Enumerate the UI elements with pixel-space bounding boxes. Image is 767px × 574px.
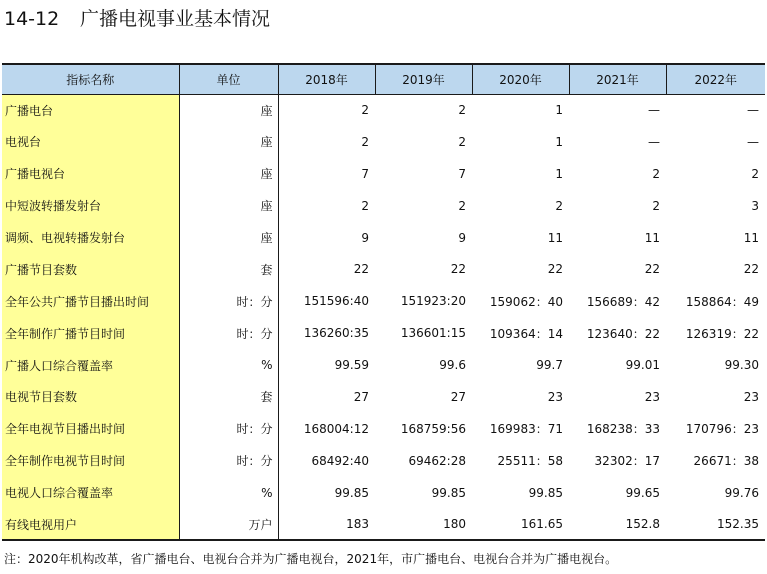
value-cell: 32302：17 [594,454,660,469]
unit-cell: 时：分 [179,445,278,477]
value-cell: 27 [353,389,369,404]
value-cell: 25511：58 [497,454,563,469]
table-row [2,349,765,381]
value-cell: 23 [547,389,563,404]
value-cell: 22 [743,262,759,277]
value-cell: 99.01 [625,358,660,373]
value-cell: 152.8 [569,509,666,541]
value-cell: 22 [450,262,466,277]
column-header: 2018年 [278,64,375,94]
value-cell: 183 [278,509,375,541]
table-title-text: 广播电视事业基本情况 [80,8,271,30]
indicator-name-cell: 全年公共广播节目播出时间 [2,285,179,317]
value-cell: 123640：22 [586,326,660,341]
value-cell: 152.35 [666,509,765,541]
value-cell: — [747,103,759,118]
value-cell: 1 [555,134,563,149]
value-cell: 99.65 [625,485,660,500]
value-cell: 151596:40 [303,294,369,309]
value-cell: 99.59 [334,358,369,373]
value-cell: 11 [743,230,759,245]
value-cell: 99.6 [439,358,466,373]
value-cell: 7 [361,166,369,181]
unit-cell: 座 [179,190,278,222]
table-row [2,445,765,477]
unit-cell: 时：分 [179,413,278,445]
value-cell: 26671：38 [693,454,759,469]
value-cell: 109364：14 [489,326,563,341]
unit-cell: 座 [179,222,278,254]
value-cell: — [648,134,660,149]
value-cell: 99.76 [724,485,759,500]
value-cell: 99.30 [724,358,759,373]
value-cell: 2 [361,103,369,118]
table-row [2,190,765,222]
value-cell: 170796：23 [685,422,759,437]
broadcast-statistics-table [2,63,765,541]
value-cell: 7 [458,166,466,181]
value-cell: 158864：49 [685,294,759,309]
value-cell: 1 [555,103,563,118]
value-cell: 2 [361,134,369,149]
value-cell: 1 [555,166,563,181]
value-cell: 151923:20 [400,294,466,309]
value-cell: 2 [652,166,660,181]
footnote: 注：2020年机构改革，省广播电台、电视台合并为广播电视台，2021年，市广播电台、电视台合并为广播电视台。 [4,552,618,566]
indicator-name-cell: 中短波转播发射台 [2,190,179,222]
value-cell: 9 [458,230,466,245]
table-row [2,158,765,190]
column-header: 2020年 [472,64,569,94]
indicator-name-cell: 电视台 [2,126,179,158]
table-row [2,285,765,317]
value-cell: 11 [547,230,563,245]
indicator-name-cell: 电视节目套数 [2,381,179,413]
value-cell: 159062：40 [489,294,563,309]
indicator-name-cell: 广播节目套数 [2,253,179,285]
value-cell: — [747,134,759,149]
indicator-name-cell: 全年电视节目播出时间 [2,413,179,445]
value-cell: 161.65 [472,509,569,541]
value-cell: 126319：22 [685,326,759,341]
column-header: 指标名称 [2,64,179,94]
column-header: 2022年 [666,64,765,94]
unit-cell: 万户 [179,509,278,541]
unit-cell: % [179,349,278,381]
table-row [2,253,765,285]
table-row [2,222,765,254]
unit-cell: 时：分 [179,285,278,317]
value-cell: 136260:35 [303,326,369,341]
column-header: 单位 [179,64,278,94]
unit-cell: 座 [179,94,278,126]
value-cell: 2 [361,198,369,213]
indicator-name-cell: 全年制作电视节目时间 [2,445,179,477]
indicator-name-cell: 广播电视台 [2,158,179,190]
indicator-name-cell: 调频、电视转播发射台 [2,222,179,254]
value-cell: 2 [458,103,466,118]
indicator-name-cell: 广播人口综合覆盖率 [2,349,179,381]
value-cell: 156689：42 [586,294,660,309]
value-cell: 2 [652,198,660,213]
table-row [2,94,765,126]
value-cell: 22 [353,262,369,277]
indicator-name-cell: 广播电台 [2,94,179,126]
value-cell: 3 [751,198,759,213]
value-cell: 99.85 [334,485,369,500]
column-header: 2021年 [569,64,666,94]
unit-cell: 时：分 [179,317,278,349]
value-cell: 27 [450,389,466,404]
value-cell: — [648,103,660,118]
value-cell: 22 [644,262,660,277]
table-body [2,94,765,540]
value-cell: 2 [555,198,563,213]
indicator-name-cell: 全年制作广播节目时间 [2,317,179,349]
value-cell: 99.7 [536,358,563,373]
table-row [2,509,765,541]
column-header: 2019年 [375,64,472,94]
unit-cell: % [179,477,278,509]
value-cell: 99.85 [431,485,466,500]
indicator-name-cell: 电视人口综合覆盖率 [2,477,179,509]
value-cell: 180 [375,509,472,541]
value-cell: 68492:40 [311,453,369,468]
value-cell: 168759:56 [400,421,466,436]
unit-cell: 套 [179,381,278,413]
value-cell: 2 [458,198,466,213]
unit-cell: 座 [179,126,278,158]
unit-cell: 座 [179,158,278,190]
value-cell: 11 [644,230,660,245]
table-row [2,126,765,158]
value-cell: 2 [751,166,759,181]
value-cell: 168004:12 [303,421,369,436]
value-cell: 136601:15 [400,326,466,341]
value-cell: 99.85 [528,485,563,500]
value-cell: 9 [361,230,369,245]
table-row [2,381,765,413]
table-row [2,477,765,509]
value-cell: 168238：33 [586,422,660,437]
value-cell: 22 [547,262,563,277]
unit-cell: 套 [179,253,278,285]
value-cell: 23 [743,389,759,404]
table-row [2,413,765,445]
table-number: 14-12 [4,8,60,30]
value-cell: 2 [458,134,466,149]
table-title [4,2,270,36]
table-header-row [2,64,765,94]
value-cell: 169983：71 [489,422,563,437]
table-row [2,317,765,349]
value-cell: 69462:28 [408,453,466,468]
indicator-name-cell: 有线电视用户 [2,509,179,541]
value-cell: 23 [644,389,660,404]
